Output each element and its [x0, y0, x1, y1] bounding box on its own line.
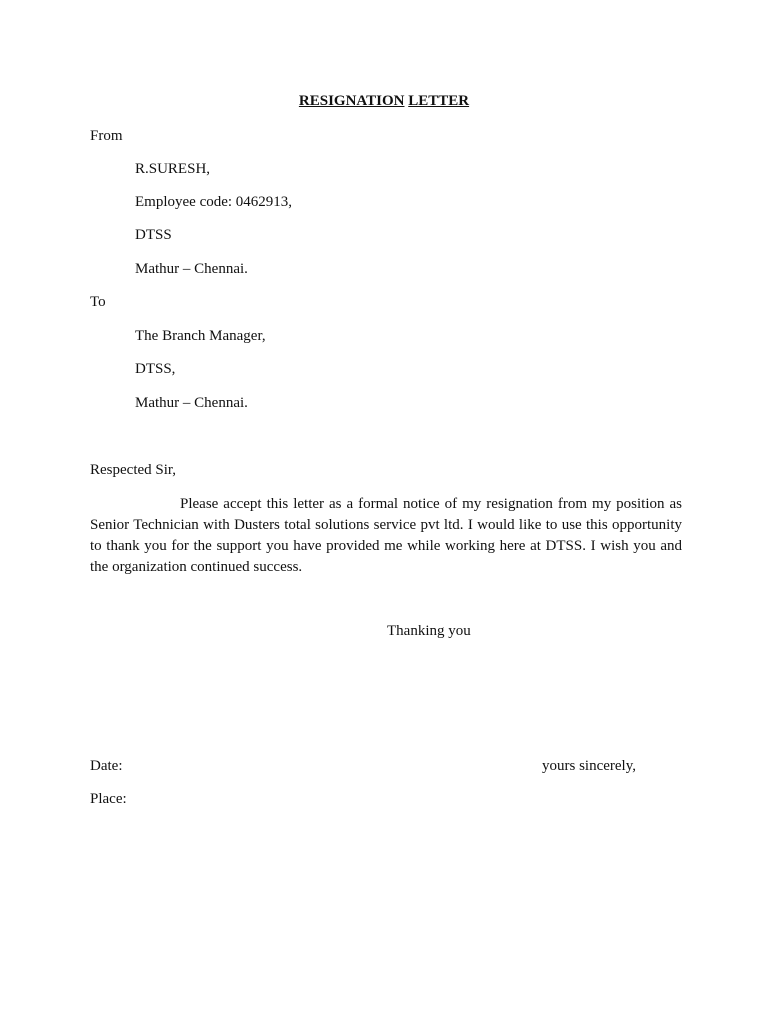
sender-location: Mathur – Chennai. [135, 261, 248, 277]
sender-organization: DTSS [135, 227, 172, 243]
closing-text: Thanking you [387, 623, 471, 639]
signoff-text: yours sincerely, [542, 758, 636, 774]
letter-body: Please accept this letter as a formal notice of my resignation from my position as Senior Technician with Dusters total solutions service pvt ltd. I would like to use this opportunity to thank you for the support you have provided me while working here at DTSS. I wish you and the organization continued success. [90, 496, 682, 575]
date-label: Date: [90, 758, 123, 774]
recipient-location: Mathur – Chennai. [135, 395, 248, 411]
title-word-letter: LETTER [408, 93, 470, 109]
recipient-organization: DTSS, [135, 361, 176, 377]
title-word-resignation: RESIGNATION [298, 93, 405, 109]
letter-title [0, 92, 768, 110]
from-label: From [90, 128, 123, 144]
to-label: To [90, 294, 106, 310]
salutation: Respected Sir, [90, 462, 177, 478]
sender-employee-code: Employee code: 0462913, [135, 194, 293, 210]
place-label: Place: [90, 791, 127, 807]
recipient-title: The Branch Manager, [135, 328, 266, 344]
sender-name: R.SURESH, [135, 161, 211, 177]
